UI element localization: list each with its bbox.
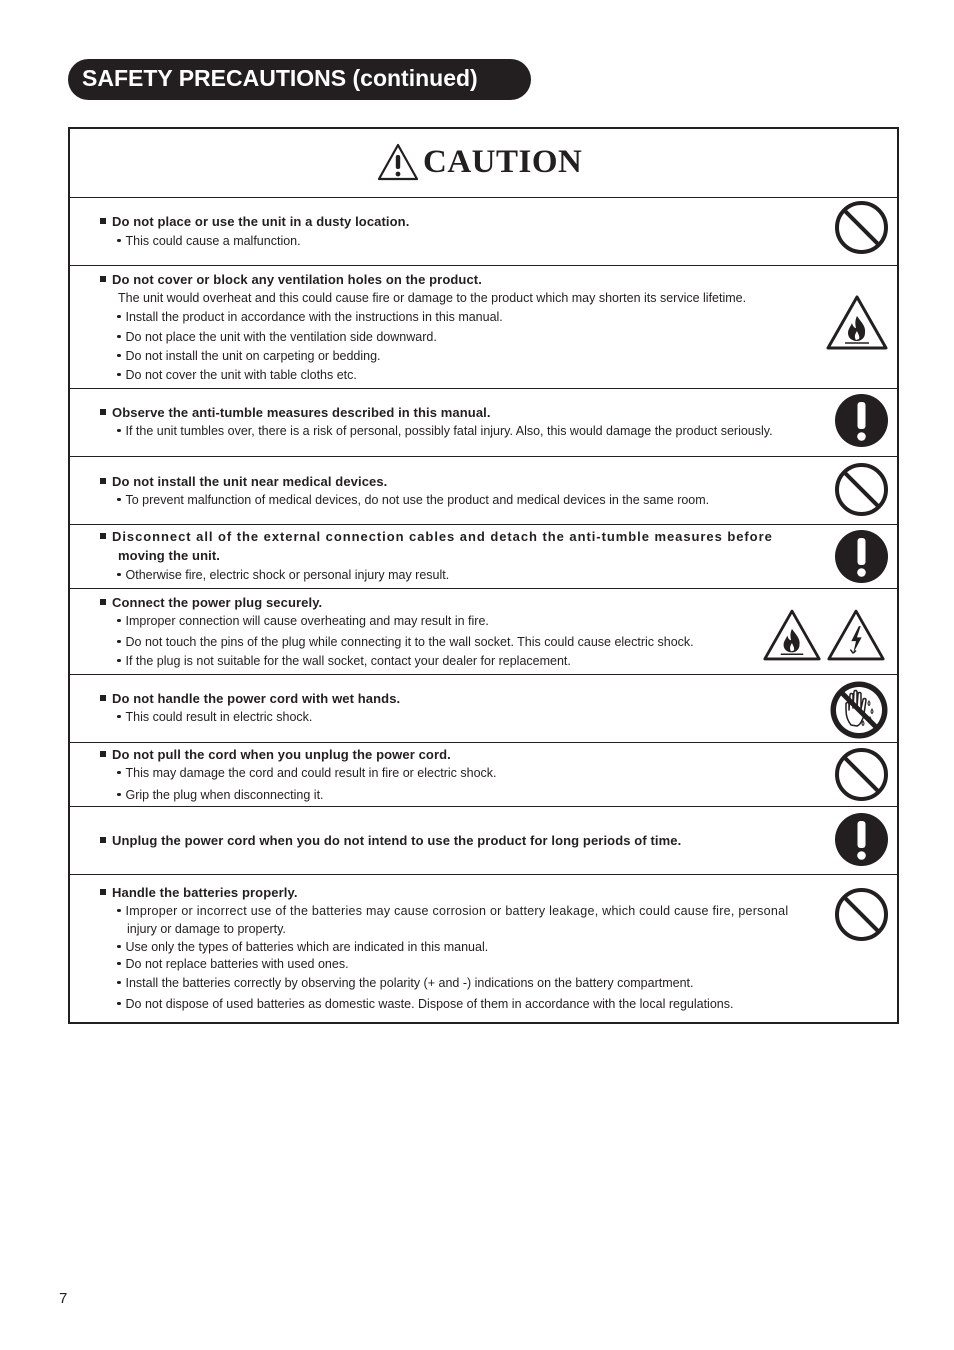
precaution-line: This could cause a malfunction. bbox=[125, 234, 301, 248]
caution-label: CAUTION bbox=[423, 143, 583, 180]
precaution-heading: Do not place or use the unit in a dusty location. bbox=[112, 214, 410, 229]
precaution-line: Do not install the unit on carpeting or bedding. bbox=[125, 349, 381, 363]
precaution-line: Do not replace batteries with used ones. bbox=[125, 957, 349, 971]
precaution-line: If the plug is not suitable for the wall socket, contact your dealer for replacement. bbox=[125, 654, 571, 668]
precaution-line: Grip the plug when disconnecting it. bbox=[125, 788, 324, 802]
section-title: SAFETY PRECAUTIONS (continued) bbox=[82, 65, 478, 91]
precaution-pull-cord bbox=[70, 743, 897, 807]
precaution-line: If the unit tumbles over, there is a risk of personal, possibly fatal injury. Also, this would damage the product seriously. bbox=[125, 424, 773, 438]
precaution-unplug-unused bbox=[70, 807, 897, 875]
precaution-heading-continued: moving the unit. bbox=[118, 548, 220, 563]
precaution-line: Improper connection will cause overheating and may result in fire. bbox=[125, 614, 489, 628]
warning-triangle-icon bbox=[377, 143, 419, 181]
precaution-line: injury or damage to property. bbox=[127, 922, 286, 936]
precaution-heading: Observe the anti-tumble measures described in this manual. bbox=[112, 405, 491, 420]
precaution-line: Improper or incorrect use of the batteries may cause corrosion or battery leakage, which could cause fire, personal bbox=[125, 904, 789, 918]
section-header bbox=[68, 59, 531, 100]
prohibition-icon bbox=[834, 747, 889, 802]
precaution-line: Install the product in accordance with the instructions in this manual. bbox=[125, 310, 503, 324]
fire-hazard-icon bbox=[762, 608, 822, 662]
page-number: 7 bbox=[59, 1290, 68, 1307]
mandatory-action-icon bbox=[834, 393, 889, 448]
precaution-line: Do not place the unit with the ventilation side downward. bbox=[125, 330, 437, 344]
caution-box bbox=[68, 127, 899, 1024]
precaution-ventilation bbox=[70, 266, 897, 389]
precaution-wet-hands bbox=[70, 675, 897, 743]
precaution-line: Do not touch the pins of the plug while connecting it to the wall socket. This could cause electric shock. bbox=[125, 635, 694, 649]
precaution-line: Do not dispose of used batteries as domestic waste. Dispose of them in accordance with the local regulations. bbox=[125, 997, 734, 1011]
mandatory-action-icon bbox=[834, 812, 889, 867]
precaution-line: Use only the types of batteries which are indicated in this manual. bbox=[125, 940, 489, 954]
precaution-medical-devices bbox=[70, 457, 897, 525]
precaution-heading: Do not pull the cord when you unplug the power cord. bbox=[112, 747, 451, 762]
precaution-heading: Connect the power plug securely. bbox=[112, 595, 323, 610]
mandatory-action-icon bbox=[834, 529, 889, 584]
precaution-power-plug bbox=[70, 589, 897, 675]
precaution-line: Install the batteries correctly by observing the polarity (+ and -) indications on the battery compartment. bbox=[125, 976, 694, 990]
caution-banner bbox=[70, 129, 897, 198]
precaution-heading: Handle the batteries properly. bbox=[112, 885, 298, 900]
precaution-line: Do not cover the unit with table cloths etc. bbox=[125, 368, 357, 382]
precaution-heading: Do not handle the power cord with wet hands. bbox=[112, 691, 401, 706]
precaution-heading: Unplug the power cord when you do not intend to use the product for long periods of time. bbox=[112, 833, 682, 848]
precaution-heading: Do not cover or block any ventilation holes on the product. bbox=[112, 272, 482, 287]
precaution-line: Otherwise fire, electric shock or personal injury may result. bbox=[125, 568, 450, 582]
precaution-batteries bbox=[70, 875, 897, 1022]
fire-hazard-icon bbox=[825, 294, 889, 351]
precaution-disconnect-cables bbox=[70, 525, 897, 589]
electric-shock-icon bbox=[826, 608, 886, 662]
precaution-line: This may damage the cord and could result in fire or electric shock. bbox=[125, 766, 497, 780]
precaution-anti-tumble bbox=[70, 389, 897, 457]
no-wet-hands-icon bbox=[829, 680, 889, 740]
precaution-line: This could result in electric shock. bbox=[125, 710, 313, 724]
precaution-line: The unit would overheat and this could cause fire or damage to the product which may shorten its service lifetime. bbox=[118, 291, 747, 305]
precaution-line: To prevent malfunction of medical devices, do not use the product and medical devices in the same room. bbox=[125, 493, 710, 507]
prohibition-icon bbox=[834, 462, 889, 517]
precaution-dusty-location bbox=[70, 198, 897, 266]
precaution-heading: Disconnect all of the external connection cables and detach the anti-tumble measures before bbox=[112, 529, 773, 544]
prohibition-icon bbox=[834, 887, 889, 942]
prohibition-icon bbox=[834, 200, 889, 255]
precaution-heading: Do not install the unit near medical devices. bbox=[112, 474, 388, 489]
